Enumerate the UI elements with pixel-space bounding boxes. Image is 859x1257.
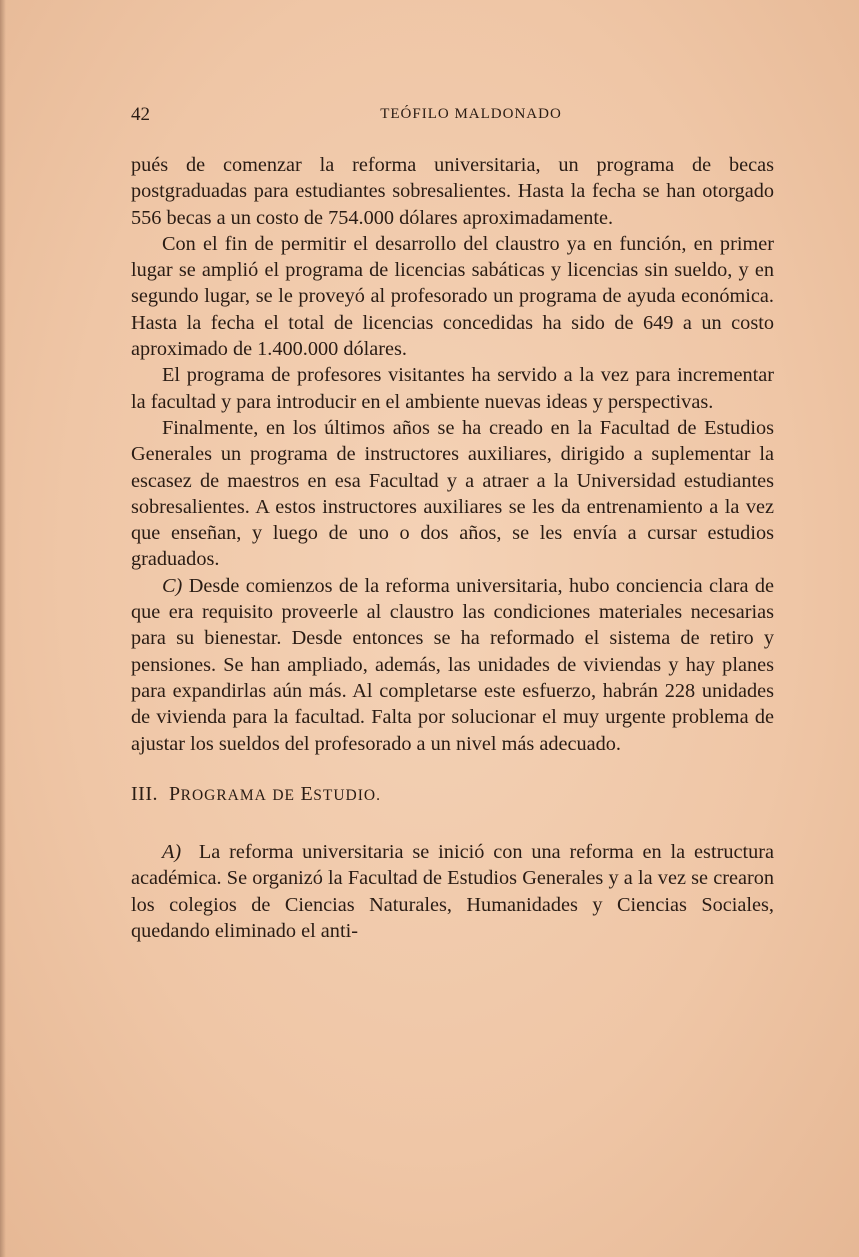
- running-head-title: TEÓFILO MALDONADO: [380, 106, 562, 122]
- section-heading: [131, 781, 774, 809]
- section-numeral: III.: [131, 782, 158, 805]
- section-title-rest: ROGRAMA: [180, 786, 267, 804]
- section-title-de: DE: [272, 786, 296, 804]
- paragraph: Finalmente, en los últimos años se ha creado en la Facultad de Estudios Generales un programa de instructores auxiliares, dirigido a suplementar la escasez de maestros en esa Facultad y a atraer a la Universidad estudiantes sobresalientes. A estos instructores auxiliares se les da entrenamiento a la vez que enseñan, y luego de uno o dos años, se les envía a cursar estudios graduados.: [131, 416, 774, 571]
- paragraph: El programa de profesores visitantes ha servido a la vez para incrementar la facultad y para introducir en el ambiente nuevas ideas y perspectivas.: [131, 364, 774, 413]
- section-title-initial: P: [168, 782, 181, 805]
- paragraph-label: C): [162, 574, 183, 597]
- running-head: [131, 104, 771, 128]
- body-text: [131, 152, 774, 944]
- paragraph: [131, 839, 774, 944]
- paragraph: [131, 573, 774, 757]
- paragraph-label: A): [162, 841, 182, 864]
- section-title-initial-2: E: [300, 782, 314, 805]
- paragraph-text: La reforma universitaria se inició con una reforma en la estructura académica. Se organizó la Facultad de Estudios Generales y a la vez se crearon los colegios de Ciencias Naturales, Humanidades y Ciencias Sociales, quedando eliminado el anti-: [131, 841, 774, 943]
- paragraph: pués de comenzar la reforma universitaria, un programa de becas postgraduadas para estudiantes sobresalientes. Hasta la fecha se han otorgado 556 becas a un costo de 754.000 dólares aproximadamente.: [131, 154, 774, 229]
- page-number: 42: [131, 104, 150, 125]
- paragraph-text: Desde comienzos de la reforma universitaria, hubo conciencia clara de que era requisito proveerle al claustro las condiciones materiales necesarias para su bienestar. Desde entonces se ha reformado el sistema de retiro y pensiones. Se han ampliado, además, las unidades de viviendas y hay planes para expandirlas aún más. Al completarse este esfuerzo, habrán 228 unidades de vivienda para la facultad. Falta por solucionar el muy urgente problema de ajustar los sueldos del profesorado a un nivel más adecuado.: [131, 574, 774, 755]
- paragraph: Con el fin de permitir el desarrollo del claustro ya en función, en primer lugar se amplió el programa de licencias sabáticas y licencias sin sueldo, y en segundo lugar, se le proveyó al profesorado un programa de ayuda económica. Hasta la fecha el total de licencias concedidas ha sido de 649 a un costo aproximado de 1.400.000 dólares.: [131, 232, 774, 361]
- section-title-rest-2: STUDIO.: [313, 786, 381, 804]
